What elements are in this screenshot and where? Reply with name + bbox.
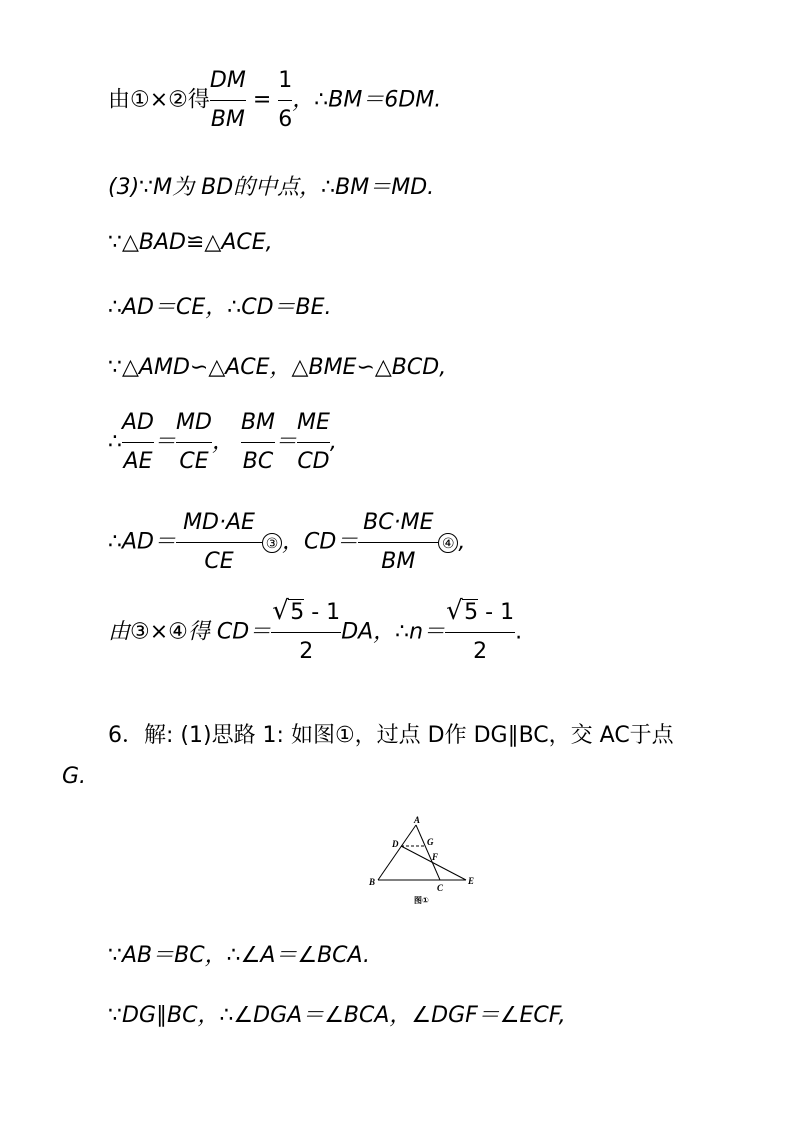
label-b: B xyxy=(369,877,376,887)
fraction-denominator: 2 xyxy=(299,639,314,664)
fraction-denominator: AE xyxy=(123,449,153,474)
fraction-mdae-ce xyxy=(176,510,262,575)
fraction-denominator: CE xyxy=(204,549,234,574)
sqrt-symbol: √ 5 xyxy=(446,596,479,626)
line-9-continued: G. xyxy=(62,764,87,789)
fraction-numerator: DM xyxy=(209,68,246,93)
segment-ab xyxy=(378,825,416,880)
line-7-middle: ，CD＝ xyxy=(282,529,359,555)
fraction-numerator: ME xyxy=(297,410,330,435)
line-10: ∵AB＝BC，∴∠A＝∠BCA. xyxy=(108,943,370,968)
line-2: (3)∵M为 BD的中点，∴BM＝MD. xyxy=(108,175,435,200)
equals-sign: = xyxy=(252,87,272,113)
fraction-denominator: 6 xyxy=(278,107,293,132)
numerator-tail: - 1 xyxy=(478,600,515,625)
fraction-denominator: CD xyxy=(297,449,330,474)
fraction-bcme-bm xyxy=(358,510,438,575)
fraction-dm-bm xyxy=(210,68,246,133)
line-8-end: . xyxy=(515,619,523,645)
therefore-symbol: ∴ xyxy=(108,429,122,455)
line-8 xyxy=(108,596,523,665)
line-7-prefix: ∴AD＝ xyxy=(108,529,176,555)
line-5: ∵△AMD∽△ACE，△BME∽△BCD, xyxy=(108,355,447,380)
line-4: ∴AD＝CE，∴CD＝BE. xyxy=(108,295,332,320)
line-11: ∵DG∥BC，∴∠DGA＝∠BCA，∠DGF＝∠ECF, xyxy=(108,1003,566,1028)
line-9: 6．解: (1)思路 1: 如图①，过点 D作 DG∥BC，交 AC于点 xyxy=(108,723,674,748)
fraction-numerator: BM xyxy=(240,410,276,435)
line-1 xyxy=(108,68,441,133)
radicand: 5 xyxy=(464,600,479,625)
geometry-figure xyxy=(364,813,484,908)
fraction-1-6 xyxy=(278,68,292,133)
circled-number-4: ④ xyxy=(438,533,458,553)
label-c: C xyxy=(437,883,444,893)
line-8-middle: DA，∴n＝ xyxy=(341,619,446,645)
fraction-denominator: 2 xyxy=(473,639,488,664)
fraction-numerator: AD xyxy=(122,410,154,435)
line-7: ∴AD＝ $\frac{MD\cdot AE}{CE}$ ③ ，CD＝ $\frac{BC\cdot ME}{BM}$ ④ , xyxy=(108,510,466,574)
line-1-tail: ，∴BM＝6DM. xyxy=(292,87,442,113)
label-a: A xyxy=(414,815,421,825)
fraction-me-cd xyxy=(297,410,330,475)
line-3: ∵△BAD≌△ACE, xyxy=(108,230,273,255)
fraction-numerator: MD·AE xyxy=(183,510,255,535)
fraction-ad-ae xyxy=(122,410,154,475)
numerator-tail: - 1 xyxy=(304,600,341,625)
label-g: G xyxy=(427,837,434,847)
fraction-numerator: 1 xyxy=(278,68,293,93)
fraction-numerator: BC·ME xyxy=(363,510,434,535)
label-e: E xyxy=(468,876,475,886)
fraction-denominator: CE xyxy=(179,449,209,474)
fraction-denominator: BC xyxy=(242,449,274,474)
fraction-denominator: BM xyxy=(381,549,416,574)
label-d: D xyxy=(392,839,399,849)
fraction-bm-bc xyxy=(241,410,275,475)
line-8-prefix: 由③×④得 CD＝ xyxy=(108,619,272,645)
fraction-sqrt5-minus1-over-2-b xyxy=(445,596,515,665)
radicand: 5 xyxy=(290,600,305,625)
label-f: F xyxy=(432,852,439,862)
fraction-md-ce xyxy=(176,410,212,475)
fraction-sqrt5-minus1-over-2-a xyxy=(271,596,341,665)
fraction-denominator: BM xyxy=(210,107,245,132)
fraction-numerator: MD xyxy=(176,410,212,435)
line-1-prefix: 由①×②得 xyxy=(108,87,210,113)
line-6: ∴ $\frac{AD}{AE}$ ＝ $\frac{MD}{CE}$ ， $\frac{BM}{BC}$ ＝ $\frac{ME}{CD}$ , xyxy=(108,410,337,474)
figure-caption: 图① xyxy=(414,896,429,905)
circled-number-3: ③ xyxy=(262,533,282,553)
sqrt-symbol: √ 5 xyxy=(272,596,305,626)
